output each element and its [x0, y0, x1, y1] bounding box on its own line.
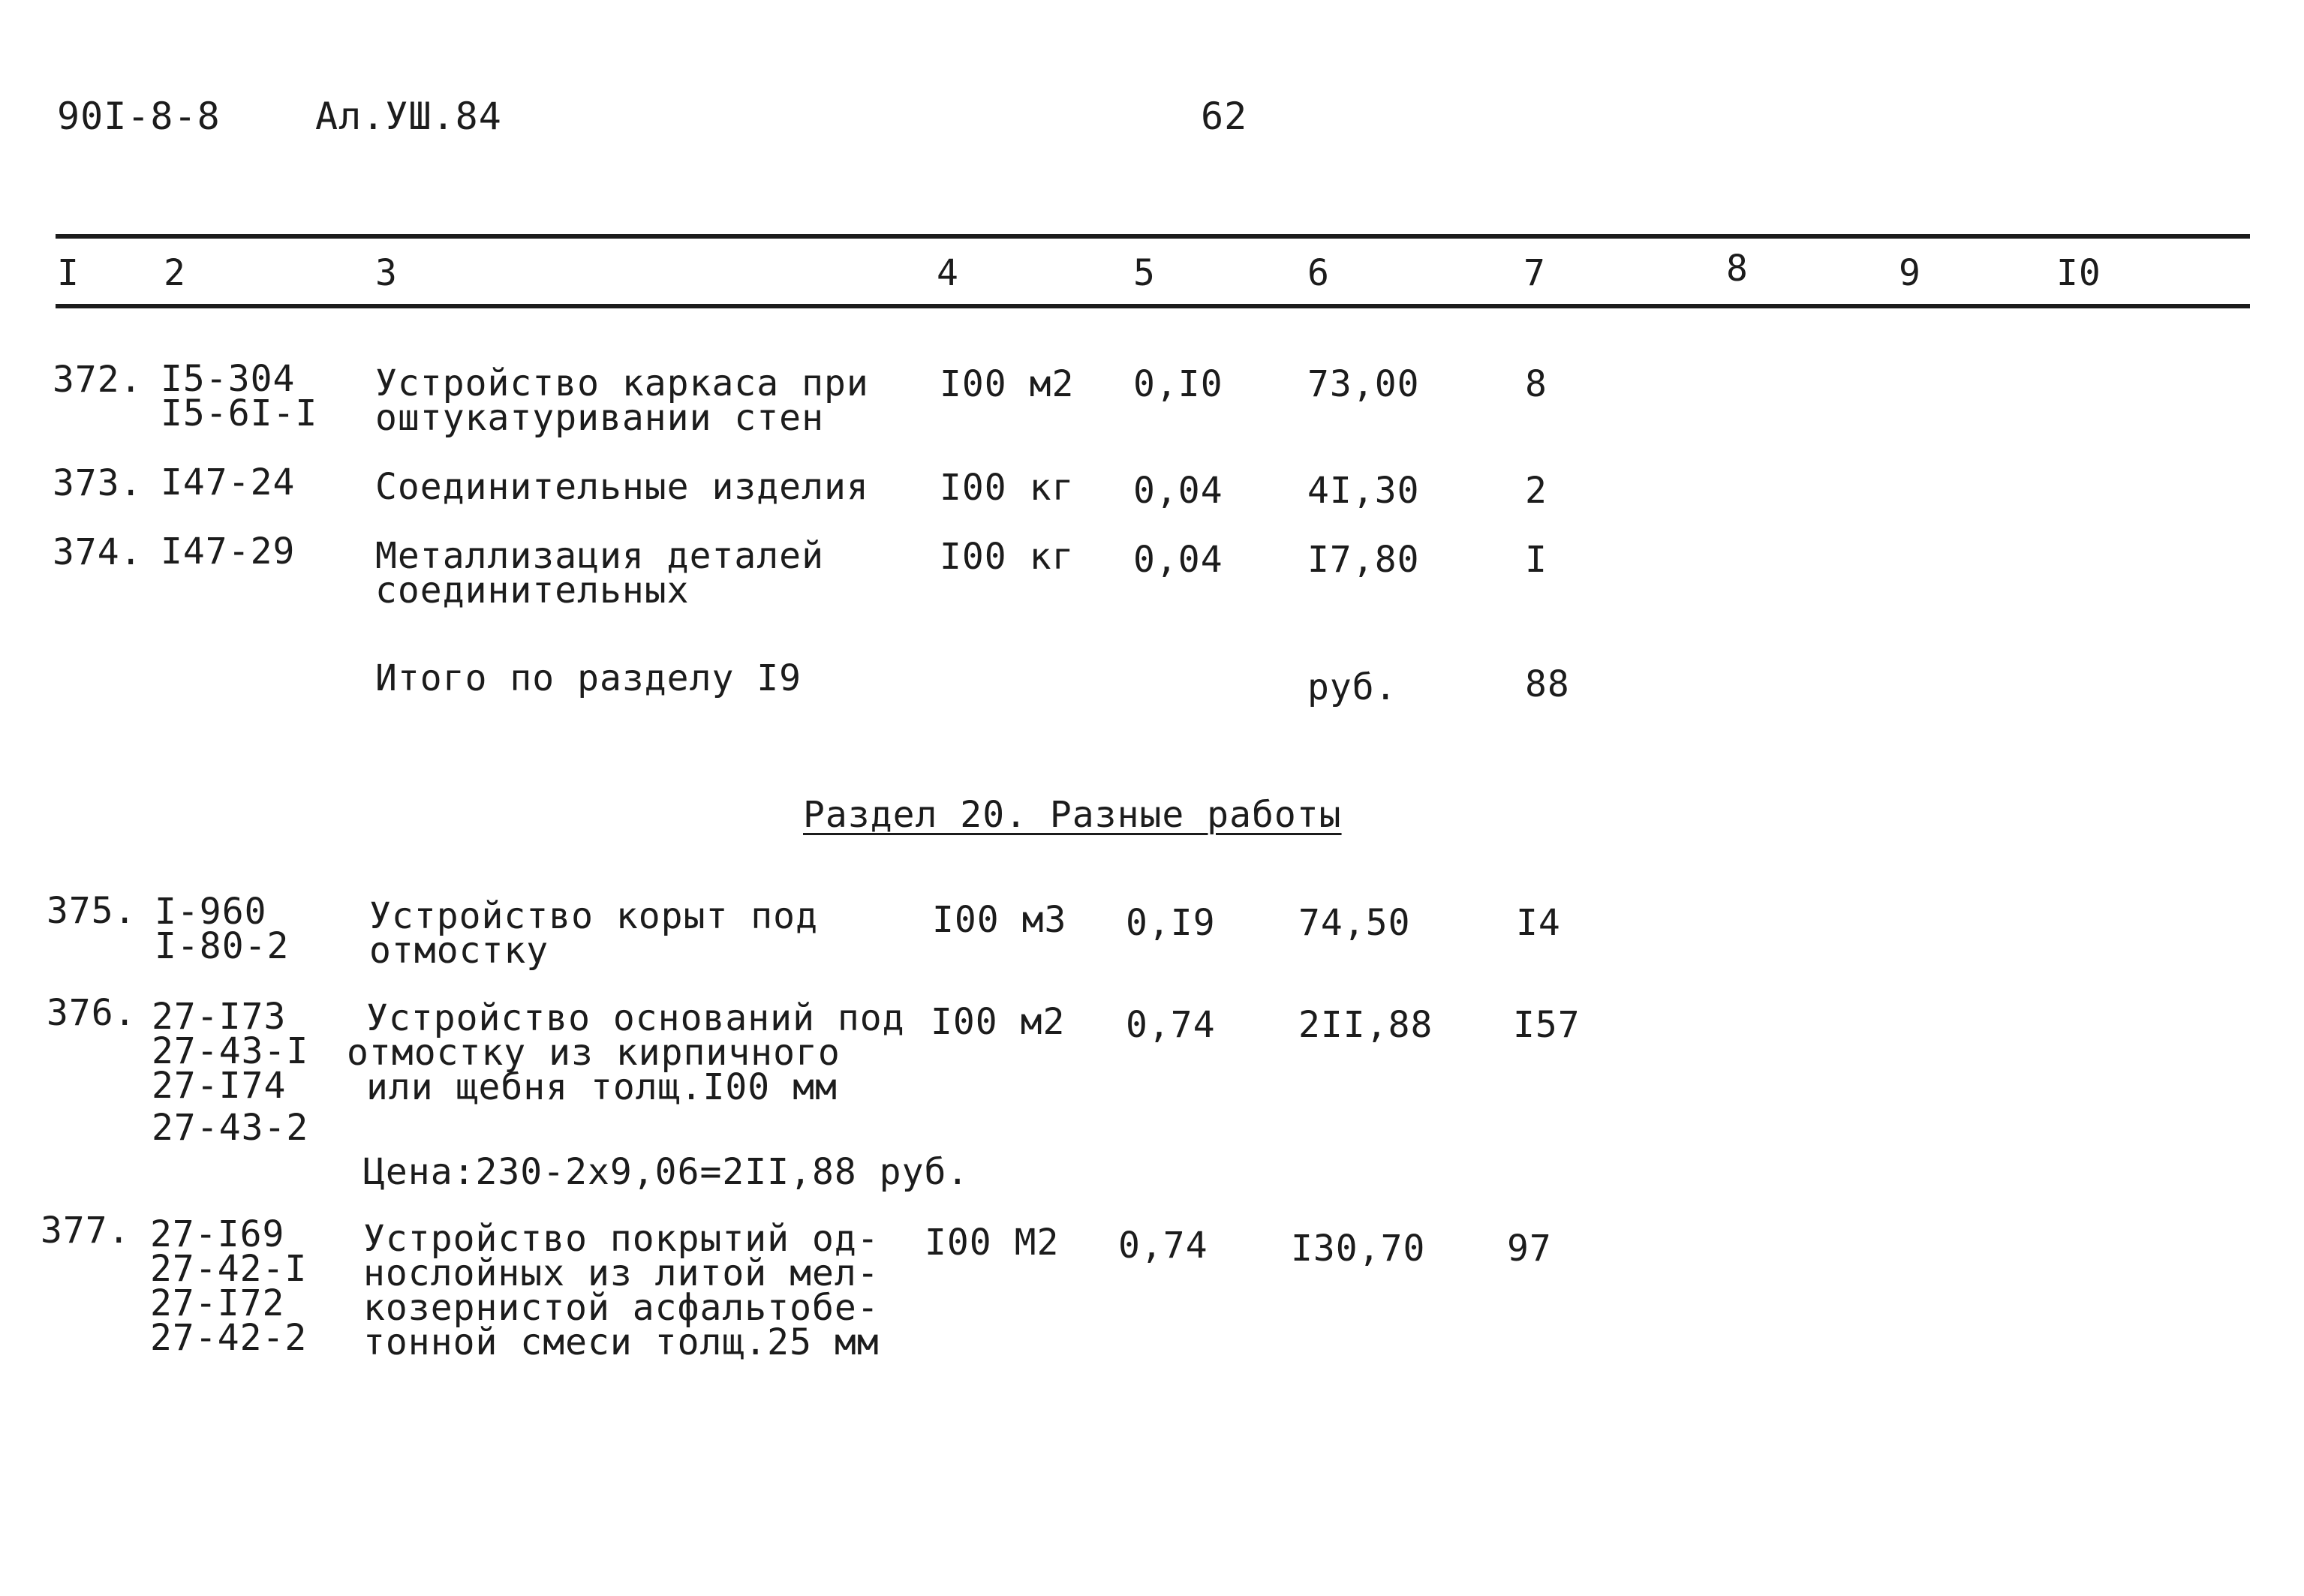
- norm-code: I47-29: [161, 530, 296, 573]
- row-description: [375, 535, 824, 612]
- column-header-6: 6: [1307, 252, 1330, 294]
- row-description: [375, 362, 869, 439]
- row-total: I57: [1513, 1004, 1581, 1046]
- description-line: Соединительные изделия: [375, 466, 869, 508]
- row-quantity: 0,04: [1133, 539, 1223, 581]
- subtotal-unit: руб.: [1307, 666, 1397, 708]
- description-line: Металлизация деталей: [375, 535, 824, 577]
- column-header-8: 8: [1726, 248, 1749, 290]
- row-description: [375, 466, 869, 508]
- row-total: 2: [1525, 470, 1548, 512]
- row-number: 375.: [47, 890, 137, 932]
- row-unit-price: I7,80: [1307, 539, 1420, 581]
- row-codes: [161, 358, 318, 434]
- row-unit-price: I30,70: [1291, 1228, 1426, 1270]
- row-total: I: [1525, 539, 1548, 581]
- norm-code: 27-43-2: [152, 1107, 309, 1149]
- row-quantity: 0,74: [1118, 1225, 1208, 1267]
- row-codes: [155, 891, 290, 967]
- norm-code: 27-I73: [152, 996, 287, 1038]
- row-unit: I00 кг: [940, 536, 1075, 578]
- row-quantity: 0,I0: [1133, 363, 1223, 405]
- row-number: 373.: [53, 462, 143, 504]
- row-total: 8: [1525, 363, 1548, 405]
- subtotal-label: Итого по разделу I9: [375, 657, 802, 699]
- row-codes: [152, 996, 309, 1149]
- row-unit: I00 м2: [931, 1001, 1066, 1043]
- row-unit-price: 2II,88: [1298, 1004, 1433, 1046]
- row-codes: [161, 461, 296, 503]
- column-header-10: I0: [2056, 252, 2101, 294]
- column-header-7: 7: [1523, 252, 1546, 294]
- row-quantity: 0,74: [1126, 1004, 1216, 1046]
- row-number: 377.: [41, 1210, 131, 1252]
- row-description: [363, 1218, 880, 1363]
- description-line: отмостку: [369, 930, 549, 972]
- description-line: козернистой асфальтобе-: [363, 1287, 880, 1329]
- column-header-1: I: [57, 252, 80, 294]
- row-quantity: 0,04: [1133, 470, 1223, 512]
- row-codes: [150, 1213, 308, 1359]
- album-reference: Ал.УШ.84: [315, 95, 502, 138]
- row-number: 374.: [53, 531, 143, 573]
- row-description: [369, 895, 818, 972]
- table-top-rule: [56, 234, 2250, 239]
- row-unit-price: 73,00: [1307, 363, 1420, 405]
- description-line: Устройство покрытий од-: [363, 1218, 880, 1260]
- norm-code: 27-I74: [152, 1065, 287, 1107]
- row-quantity: 0,I9: [1126, 902, 1216, 944]
- row-unit: I00 м2: [940, 363, 1075, 405]
- table-header-bottom-rule: [56, 304, 2250, 308]
- description-line: или щебня толщ.I00 мм: [366, 1066, 838, 1108]
- norm-code: 27-42-2: [150, 1317, 308, 1359]
- norm-code: I5-6I-I: [161, 392, 318, 434]
- row-total: I4: [1516, 902, 1561, 944]
- row-description: [347, 997, 905, 1108]
- description-line: тонной смеси толщ.25 мм: [363, 1321, 880, 1363]
- description-line: Устройство оснований под: [366, 997, 905, 1039]
- row-number: 376.: [47, 992, 137, 1034]
- norm-code: 27-42-I: [150, 1248, 308, 1290]
- column-header-4: 4: [937, 252, 959, 294]
- row-unit-price: 74,50: [1298, 902, 1411, 944]
- norm-code: I5-304: [161, 358, 296, 400]
- row-unit: I00 кг: [940, 467, 1075, 509]
- description-line: Устройство каркаса при: [375, 362, 869, 404]
- norm-code: 27-I72: [150, 1282, 285, 1324]
- norm-code: 27-I69: [150, 1213, 285, 1255]
- norm-code: I-80-2: [155, 925, 290, 967]
- description-line: соединительных: [375, 570, 690, 612]
- price-note: Цена:230-2х9,06=2II,88 руб.: [363, 1151, 970, 1193]
- row-codes: [161, 530, 296, 573]
- description-line: оштукатуривании стен: [375, 397, 824, 439]
- description-line: отмостку из кирпичного: [347, 1032, 841, 1074]
- description-line: нослойных из литой мел-: [363, 1252, 880, 1294]
- document-code: 90I-8-8: [57, 95, 221, 138]
- subtotal-value: 88: [1525, 663, 1570, 705]
- norm-code: I-960: [155, 891, 267, 933]
- row-number: 372.: [53, 359, 143, 401]
- row-total: 97: [1507, 1228, 1552, 1270]
- norm-code: I47-24: [161, 461, 296, 503]
- row-unit: I00 М2: [925, 1222, 1060, 1264]
- row-unit-price: 4I,30: [1307, 470, 1420, 512]
- page-number: 62: [1201, 95, 1248, 138]
- column-header-3: 3: [375, 252, 398, 294]
- column-header-5: 5: [1133, 252, 1156, 294]
- norm-code: 27-43-I: [152, 1030, 309, 1072]
- row-unit: I00 м3: [932, 899, 1067, 941]
- description-line: Устройство корыт под: [369, 895, 818, 937]
- column-header-2: 2: [164, 252, 186, 294]
- section-title: Раздел 20. Разные работы: [803, 794, 1342, 836]
- column-header-9: 9: [1899, 252, 1921, 294]
